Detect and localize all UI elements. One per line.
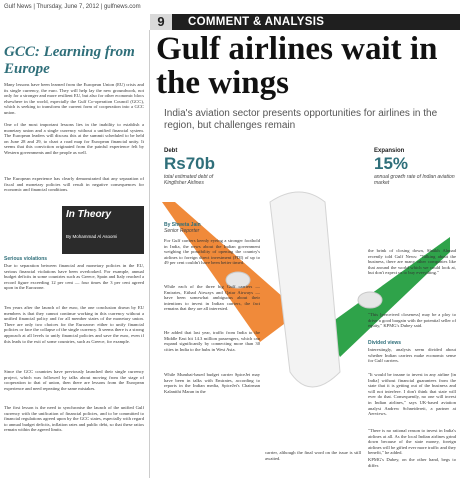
right-p1: the brink of closing down, Shaikh Ahmad recently told Gulf News: "Talking about the business, there are many other companies like that around the world which we could look at, but don't expect us to buy everything." (368, 248, 456, 276)
stat-debt-value: Rs70b (164, 154, 216, 173)
section-bar (150, 14, 460, 30)
stat-expansion-kicker: Expansion (374, 148, 405, 154)
left-intro: Many lessons have been learned from the European Union (EU) crisis and its single currency, the euro. They will help lay the new groundwork, not only for a stronger and more resilient EU, but also for other economic blocs elsewhere in the world, especially the Gulf Co-operation Council (GCC), which is seeking to transform the current form of cooperation into a GCC union. (4, 82, 144, 115)
article-p2: While each of the three big Gulf carriers — Emirates, Etihad Airways and Qatar Airways — have been somewhat ambiguous about their intentions to invest in Indian carriers, the fact remains that they are all interested. (164, 284, 260, 312)
masthead: Gulf News | Thursday, June 7, 2012 | gulfnews.com (4, 4, 141, 10)
right-p5: "There is no rational reason to invest in India's airlines at all. As the local Indian airlines grind down because of the state money, foreign airlines will be gifted ever more traffic and they benefit," he added. (368, 428, 456, 456)
article-p5: carrier, although the final word on the issue is still awaited. (265, 450, 361, 461)
byline-role: Senior Reporter (164, 228, 200, 234)
stat-expansion-value: 15% (374, 154, 409, 173)
byline (164, 222, 201, 234)
main-headline: Gulf airlines wait in the wings (156, 31, 438, 101)
fuselage (270, 192, 340, 387)
article-lead: For Gulf carriers keenly eyeing a stronger foothold in India, the news about the Indian government weighing the possibility of opening the country's airlines to foreign direct investment (FDI) of up to 49 per cent couldn't have been better timed. (164, 238, 260, 266)
article-p3: He added that last year, traffic from India to the Middle East hit 14.3 million passengers, which can expand significantly by connecting more than 30 cities in India to the hubs in West Asia. (164, 330, 260, 352)
in-theory-title: In Theory (66, 209, 112, 220)
left-body-2: The European experience has clearly demonstrated that any separation of fiscal and monetary policies will result in negative consequences for economic and financial conditions. (4, 176, 144, 193)
stat-debt-kicker: Debt (164, 148, 178, 154)
article-p4: While Mumbai-based budget carrier SpiceJet may have been in talks with Emirates, according to reports in the Indian media, SpiceJet's Chairman Kalanithi Maran in the (164, 372, 260, 394)
right-p3: Interestingly, analysts seem divided about whether Indian carriers make economic sense for Gulf carriers. (368, 347, 456, 364)
in-theory-author: By Mohammad Al Asoomi (66, 234, 118, 239)
left-body-6: The first lesson is the need to synchronise the launch of the unified Gulf currency with the unification of financial policies, and to be committed to financial regulations agreed upon by the GCC states, especially with regard to annual budget deficits, inflation rates and public debt, so that these ratios remain within the agreed limits. (4, 405, 144, 433)
right-p4: "It would be insane to invest in any airline [in India] without financial guarantees from the state that it is getting out of the business and will not interfere. I don't think that state will ever do that. Consequently, no one will invest in Indian airlines," says UK-based aviation analyst Andrew Schneidereit, a partner at Aerviews. (368, 372, 456, 417)
in-theory-box (62, 206, 144, 254)
byline-name: By Shweta Jain (164, 222, 201, 228)
left-subhead: Serious violations (4, 256, 48, 262)
left-article-title: GCC: Learning from Europe (4, 44, 135, 77)
left-body-3: Due to separation between financial and monetary policies in the EU, serious financial violations have been overlooked. For example, annual budget deficits in some countries such as Greece, Spain and Italy reached a record figure exceeding 12 per cent — four times the 3 per cent agreed upon in the Eurozone. (4, 263, 144, 291)
stat-debt-caption: total estimated debt of Kingfisher Airlines (164, 174, 214, 186)
right-p2: "This [perceived closeness] may be a ploy to drive a good bargain with the potential seller of equity," KPMG's Dubey said. (368, 312, 456, 329)
page-number: 9 (150, 14, 172, 30)
left-body-1: One of the most important lessons lies in the inability to establish a monetary union and a single currency without a unified financial system. The European leaders will discuss this at the summit scheduled to be held on June 28 and 29, to chart a road map for European financial unity. It seems that this conviction originated from the painful experience felt by Western governments and the people as well. (4, 122, 144, 155)
right-p6: KPMG's Dubey, on the other hand, begs to differ. (368, 457, 456, 468)
headline-deck: India's aviation sector presents opportunities for airlines in the region, but challenges remain (164, 108, 438, 131)
section-label: COMMENT & ANALYSIS (188, 16, 325, 28)
stat-expansion-caption: annual growth rate of Indian aviation market (374, 174, 455, 186)
left-body-4: Ten years after the launch of the euro, the one conclusion drawn by EU members is that they cannot continue working in this currency without a unified financial policy and for all member states of the monetary union. There are only two choices for the Eurozone: either to unify financial policies or face the collapse of the single currency. It seems there is a strong approach at all levels to unify financial policies and save the euro, even if this leads to the exit of some countries, such as Greece, for example. (4, 305, 144, 344)
right-subhead: Divided views (368, 340, 402, 346)
left-body-5: Since the GCC countries have previously launched their single currency project, which was followed by talks about moving from the stage of cooperation to that of union, then there are lessons from the European experience and need repeating the same mistakes. (4, 369, 144, 391)
